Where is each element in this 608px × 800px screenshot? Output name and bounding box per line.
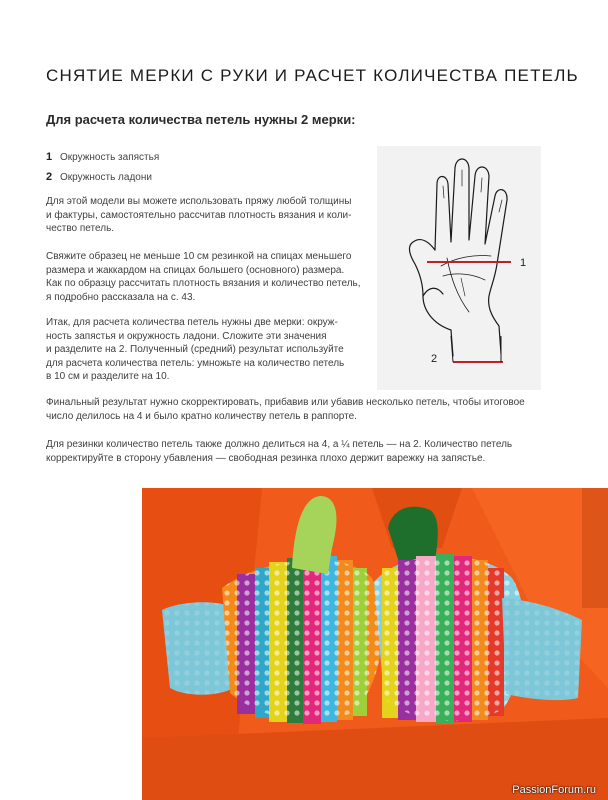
list-item-label: Окружность ладони (60, 171, 152, 183)
list-item-label: Окружность запястья (60, 151, 160, 163)
list-item (46, 167, 159, 187)
list-item-number: 1 (46, 151, 53, 163)
watermark: PassionForum.ru (512, 784, 596, 796)
paragraph-swatch: Свяжите образец не меньше 10 см резинкой на спицах меньшего размера и жаккардом на спицах большего (основного) размера. Как по образцу рассчитать плотность вязания и количество петель, я подробно рассказала на с. 43. (46, 251, 361, 303)
hand-diagram (377, 146, 541, 390)
mittens-photo (142, 488, 608, 800)
list-item-number: 2 (46, 171, 53, 183)
page-title: СНЯТИЕ МЕРКИ С РУКИ И РАСЧЕТ КОЛИЧЕСТВА ПЕТЕЛЬ (46, 66, 579, 85)
subtitle: Для расчета количества петель нужны 2 мерки: (46, 112, 356, 127)
hand-outline-illustration (377, 146, 541, 390)
paragraph-final: Финальный результат нужно скорректировать, прибавив или убавив несколько петель, чтобы итоговое число делилось на 4 и было кратно количеству петель в раппорте. (46, 397, 525, 422)
measure-list (46, 147, 159, 187)
paragraph-measures: Итак, для расчета количества петель нужны две мерки: окруж- ность запястья и окружность ладони. Сложите эти значения и разделите на 2. Полученный (средний) результат используйте для расчета количества петель: умножьте на количество петель в 10 см и разделите на 10. (46, 317, 345, 383)
knitted-mittens-illustration (142, 488, 608, 800)
list-item (46, 147, 159, 167)
wrist-label: 2 (431, 353, 438, 365)
palm-label: 1 (520, 257, 527, 269)
paragraph-ribbing: Для резинки количество петель также должно делиться на 4, а ¼ петель — на 2. Количество петель корректируйте в сторону убавления — свободная резинка плохо держит варежку на запястье. (46, 439, 513, 464)
paragraph-yarn: Для этой модели вы можете использовать пряжу любой толщины и фактуры, самостоятельно рассчитав плотность вязания и коли- чество петель. (46, 196, 352, 235)
